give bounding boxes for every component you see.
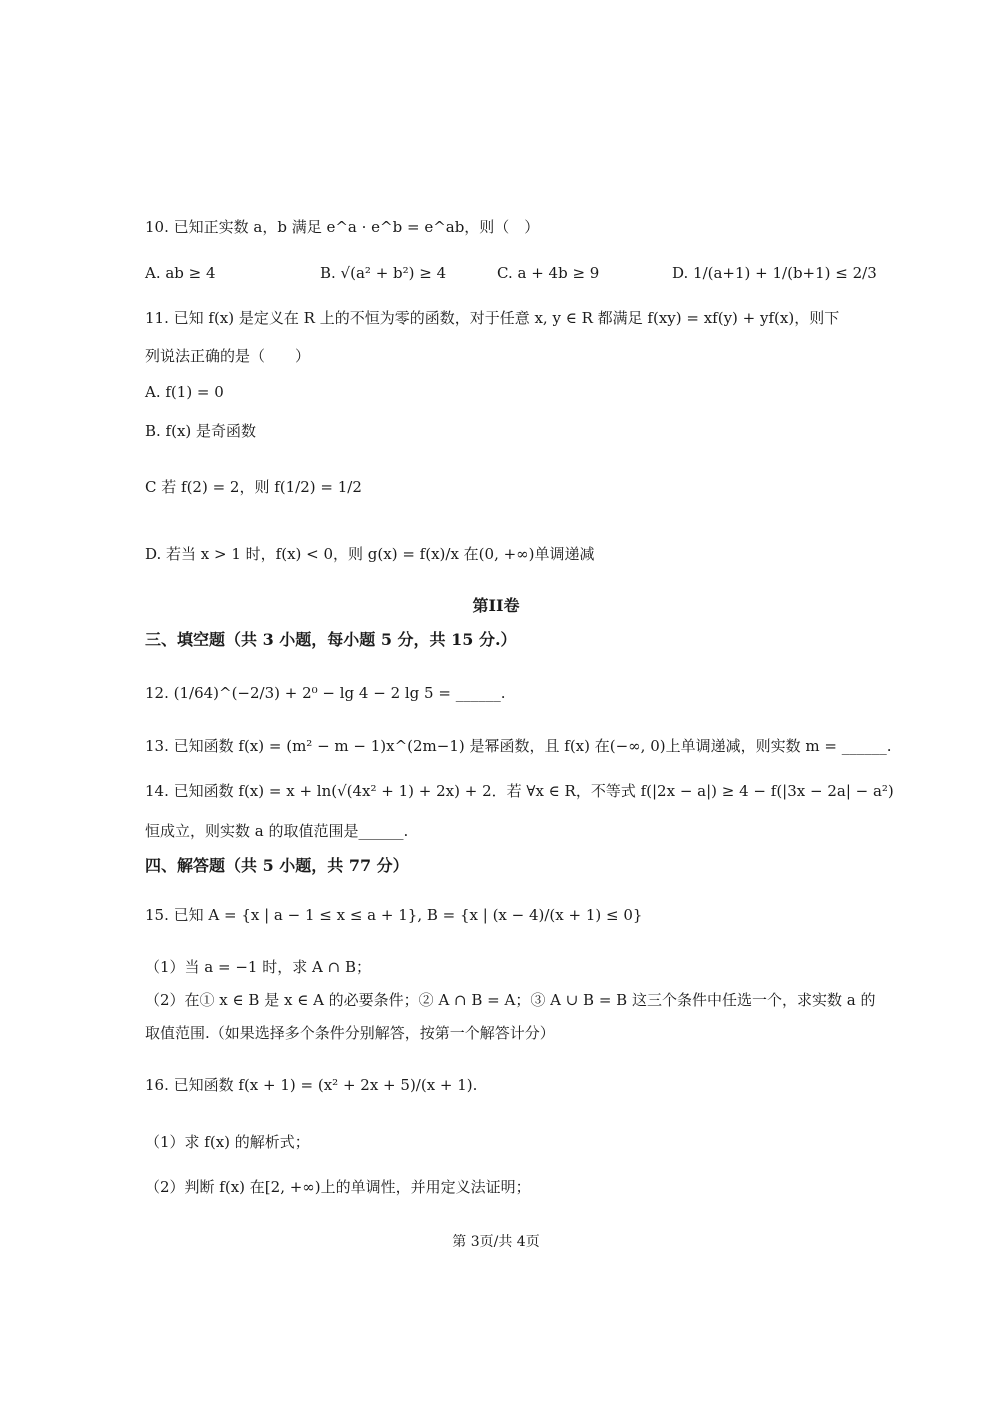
q11-option-c: C 若 f(2) = 2，则 f(1/2) = 1/2 xyxy=(145,478,362,496)
q15-part2-line2: 取值范围.（如果选择多个条件分别解答，按第一个解答计分） xyxy=(145,1024,555,1042)
section3-title: 三、填空题（共 3 小题，每小题 5 分，共 15 分.） xyxy=(145,630,517,649)
q10-option-d: D. 1/(a+1) + 1/(b+1) ≤ 2/3 xyxy=(672,264,877,282)
q14-line1: 14. 已知函数 f(x) = x + ln(√(4x² + 1) + 2x) + 2．若 ∀x ∈ R，不等式 f(|2x − a|) ≥ 4 − f(|3x − 2a| − a²) xyxy=(145,782,894,800)
q10-option-a: A. ab ≥ 4 xyxy=(145,264,216,282)
q11-option-a: A. f(1) = 0 xyxy=(145,383,224,401)
q15-stem: 15. 已知 A = {x | a − 1 ≤ x ≤ a + 1}, B = {x | (x − 4)/(x + 1) ≤ 0} xyxy=(145,906,643,924)
q12: 12. (1/64)^(−2/3) + 2⁰ − lg 4 − 2 lg 5 = ______. xyxy=(145,684,506,702)
q15-part1: （1）当 a = −1 时，求 A ∩ B； xyxy=(145,958,371,976)
q10-stem: 10. 已知正实数 a，b 满足 e^a · e^b = e^ab，则（ ） xyxy=(145,218,540,236)
q10-option-c: C. a + 4b ≥ 9 xyxy=(497,264,600,282)
q16-part2: （2）判断 f(x) 在[2, +∞)上的单调性，并用定义法证明； xyxy=(145,1178,531,1196)
q16-part1: （1）求 f(x) 的解析式； xyxy=(145,1133,310,1151)
q10-option-b: B. √(a² + b²) ≥ 4 xyxy=(320,264,447,282)
page-footer: 第 3页/共 4页 xyxy=(452,1234,540,1250)
q16-stem: 16. 已知函数 f(x + 1) = (x² + 2x + 5)/(x + 1). xyxy=(145,1076,478,1094)
q11-option-b: B. f(x) 是奇函数 xyxy=(145,422,257,440)
q14-line2: 恒成立，则实数 a 的取值范围是______. xyxy=(145,822,409,840)
part2-title: 第II卷 xyxy=(472,596,520,615)
q11-stem-line2: 列说法正确的是（ ） xyxy=(145,347,311,365)
q11-option-d: D. 若当 x > 1 时，f(x) < 0，则 g(x) = f(x)/x 在(0, +∞)单调递减 xyxy=(145,545,595,563)
q11-stem-line1: 11. 已知 f(x) 是定义在 R 上的不恒为零的函数，对于任意 x, y ∈ R 都满足 f(xy) = xf(y) + yf(x)，则下 xyxy=(145,309,840,327)
q15-part2-line1: （2）在① x ∈ B 是 x ∈ A 的必要条件；② A ∩ B = A；③ A ∪ B = B 这三个条件中任选一个，求实数 a 的 xyxy=(145,991,876,1009)
section4-title: 四、解答题（共 5 小题，共 77 分） xyxy=(145,856,409,875)
q13: 13. 已知函数 f(x) = (m² − m − 1)x^(2m−1) 是幂函数，且 f(x) 在(−∞, 0)上单调递减，则实数 m = ______. xyxy=(145,737,892,755)
